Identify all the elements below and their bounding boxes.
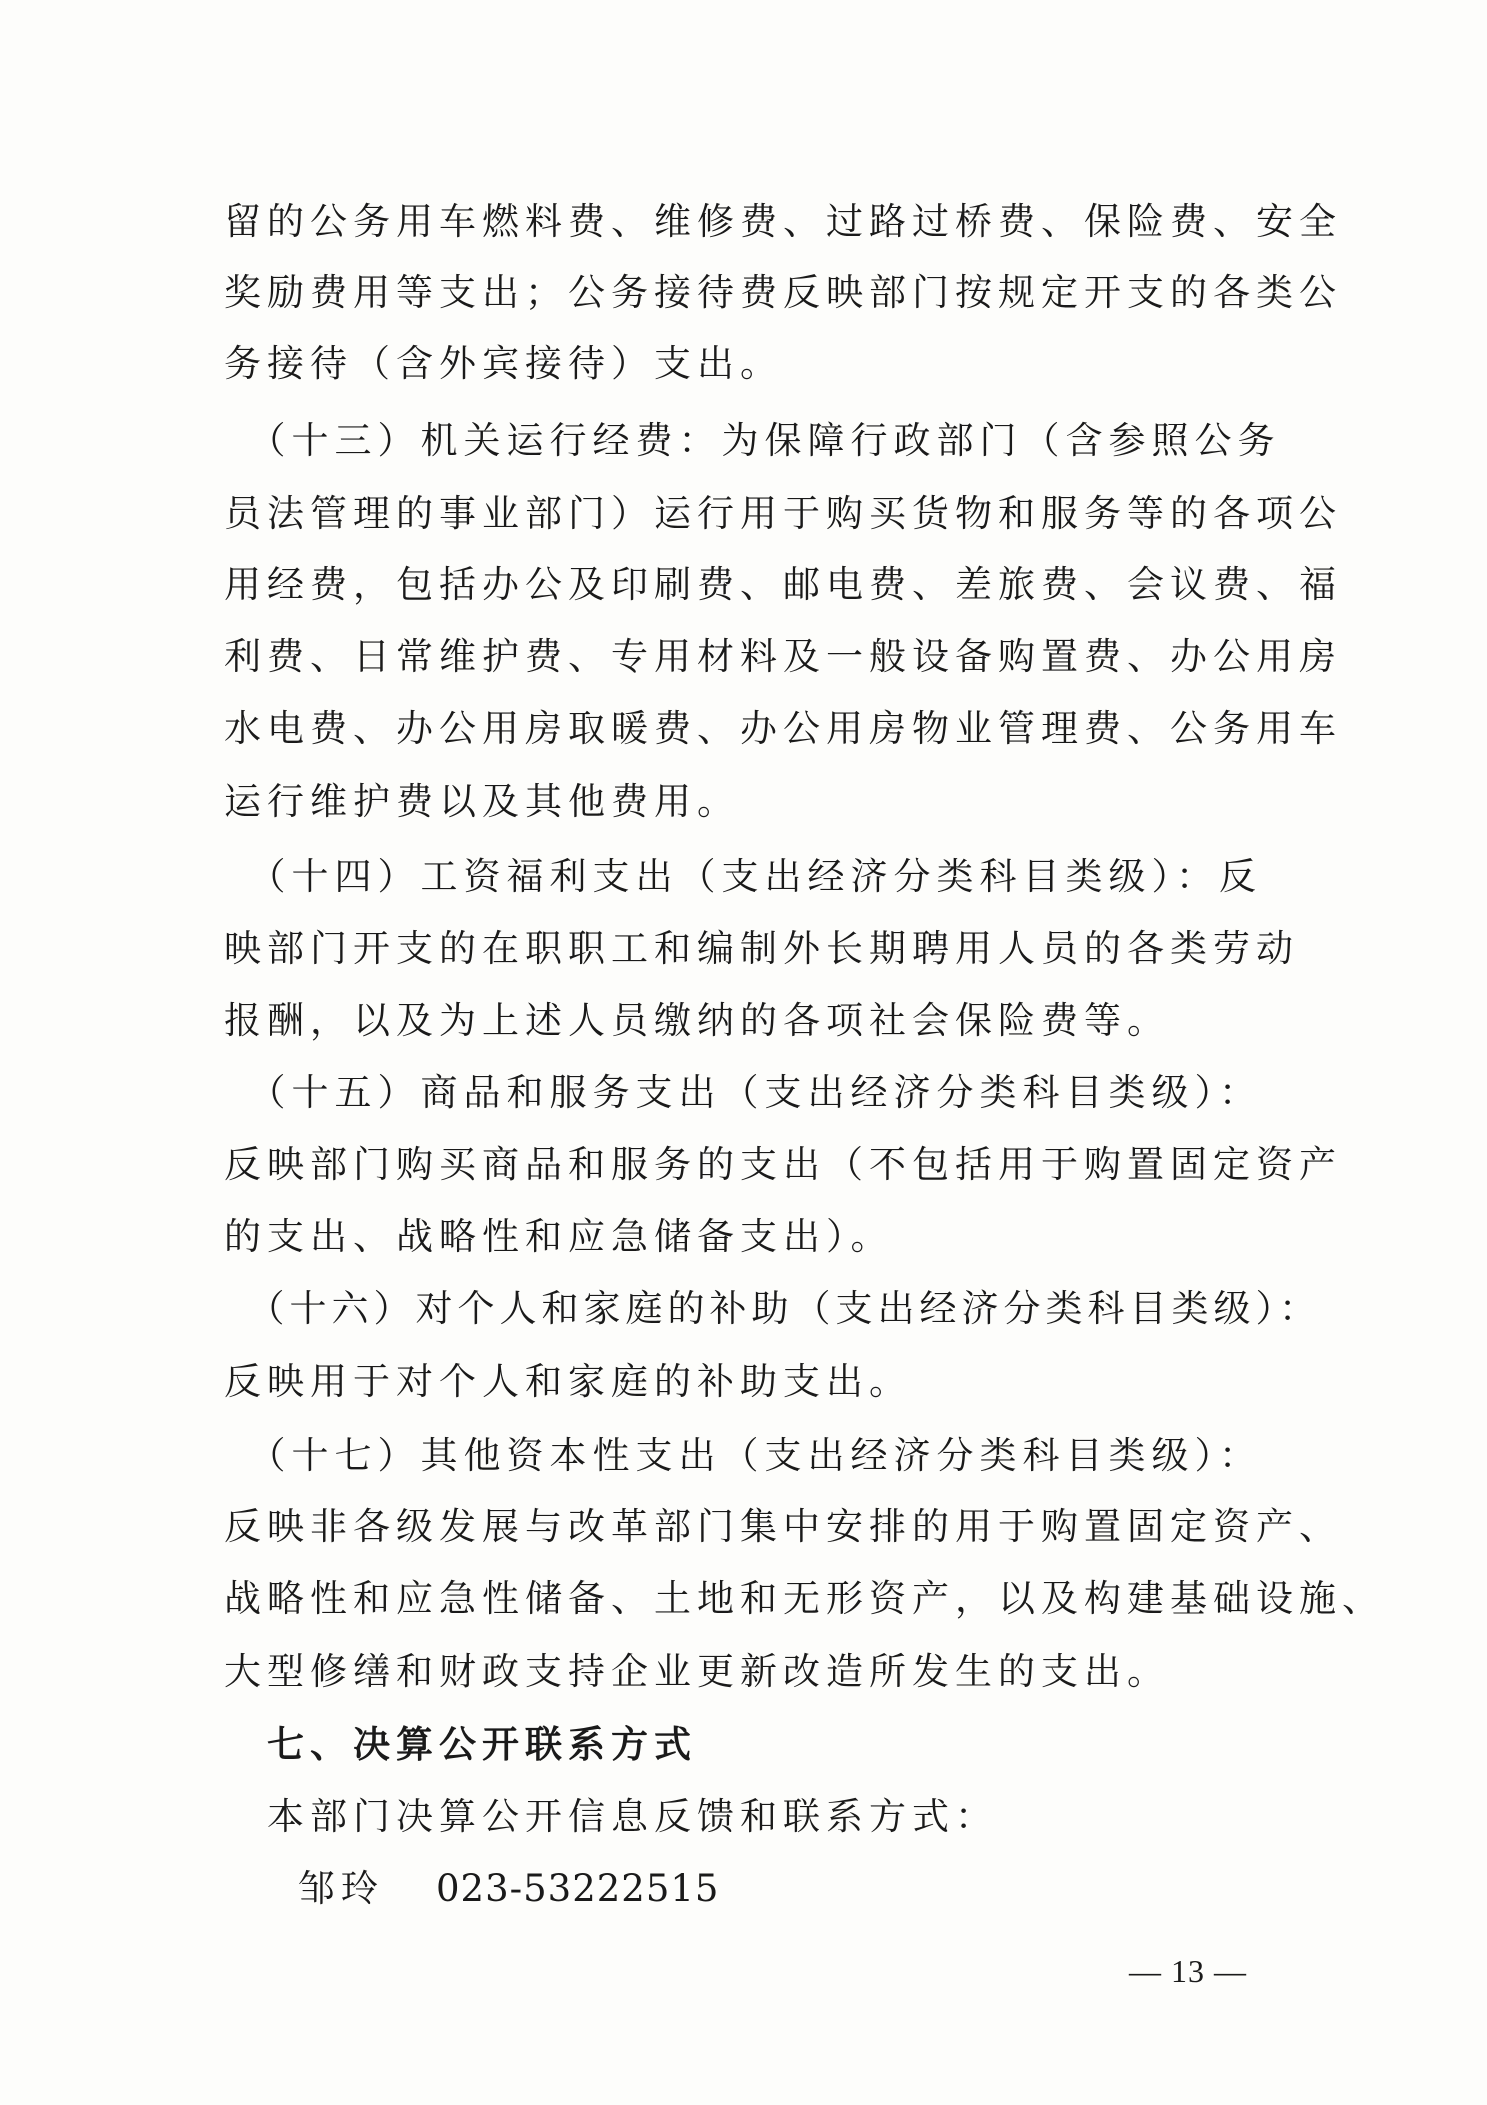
body-line: 反映非各级发展与改革部门集中安排的用于购置固定资产、 [224,1505,1342,1548]
body-line: （十六）对个人和家庭的补助（支出经济分类科目类级）： [224,1287,1321,1330]
body-line: （十七）其他资本性支出（支出经济分类科目类级）： [224,1434,1262,1477]
body-line: 反映用于对个人和家庭的补助支出。 [224,1360,912,1403]
body-line: 映部门开支的在职职工和编制外长期聘用人员的各类劳动 [224,927,1299,970]
section-heading: 七、决算公开联系方式 [224,1722,697,1766]
body-line: （十三）机关运行经费：为保障行政部门（含参照公务 [224,419,1281,462]
body-line: （十五）商品和服务支出（支出经济分类科目类级）： [224,1071,1262,1114]
body-line: 用经费，包括办公及印刷费、邮电费、差旅费、会议费、福 [224,563,1342,606]
body-line: 报酬，以及为上述人员缴纳的各项社会保险费等。 [224,999,1170,1042]
page-number: — 13 — [1129,1953,1247,1989]
body-line: 大型修缮和财政支持企业更新改造所发生的支出。 [224,1650,1170,1693]
body-line: 运行维护费以及其他费用。 [224,780,740,823]
body-line: 战略性和应急性储备、土地和无形资产，以及构建基础设施、 [224,1577,1385,1620]
body-line: 员法管理的事业部门）运行用于购买货物和服务等的各项公 [224,492,1342,535]
body-line: 留的公务用车燃料费、维修费、过路过桥费、保险费、安全 [224,200,1342,243]
body-line: 奖励费用等支出；公务接待费反映部门按规定开支的各类公 [224,271,1342,314]
body-line: 务接待（含外宾接待）支出。 [224,342,783,385]
body-line: （十四）工资福利支出（支出经济分类科目类级）：反 [224,855,1262,898]
body-line: 反映部门购买商品和服务的支出（不包括用于购置固定资产 [224,1143,1342,1186]
contact-name: 邹玲 [298,1867,384,1910]
body-line: 利费、日常维护费、专用材料及一般设备购置费、办公用房 [224,635,1342,678]
contact-phone: 023-53222515 [436,1867,720,1910]
body-line: 水电费、办公用房取暖费、办公用房物业管理费、公务用车 [224,707,1342,750]
contact-line [298,1867,720,1910]
contact-intro: 本部门决算公开信息反馈和联系方式： [224,1795,998,1838]
body-line: 的支出、战略性和应急储备支出）。 [224,1215,894,1258]
